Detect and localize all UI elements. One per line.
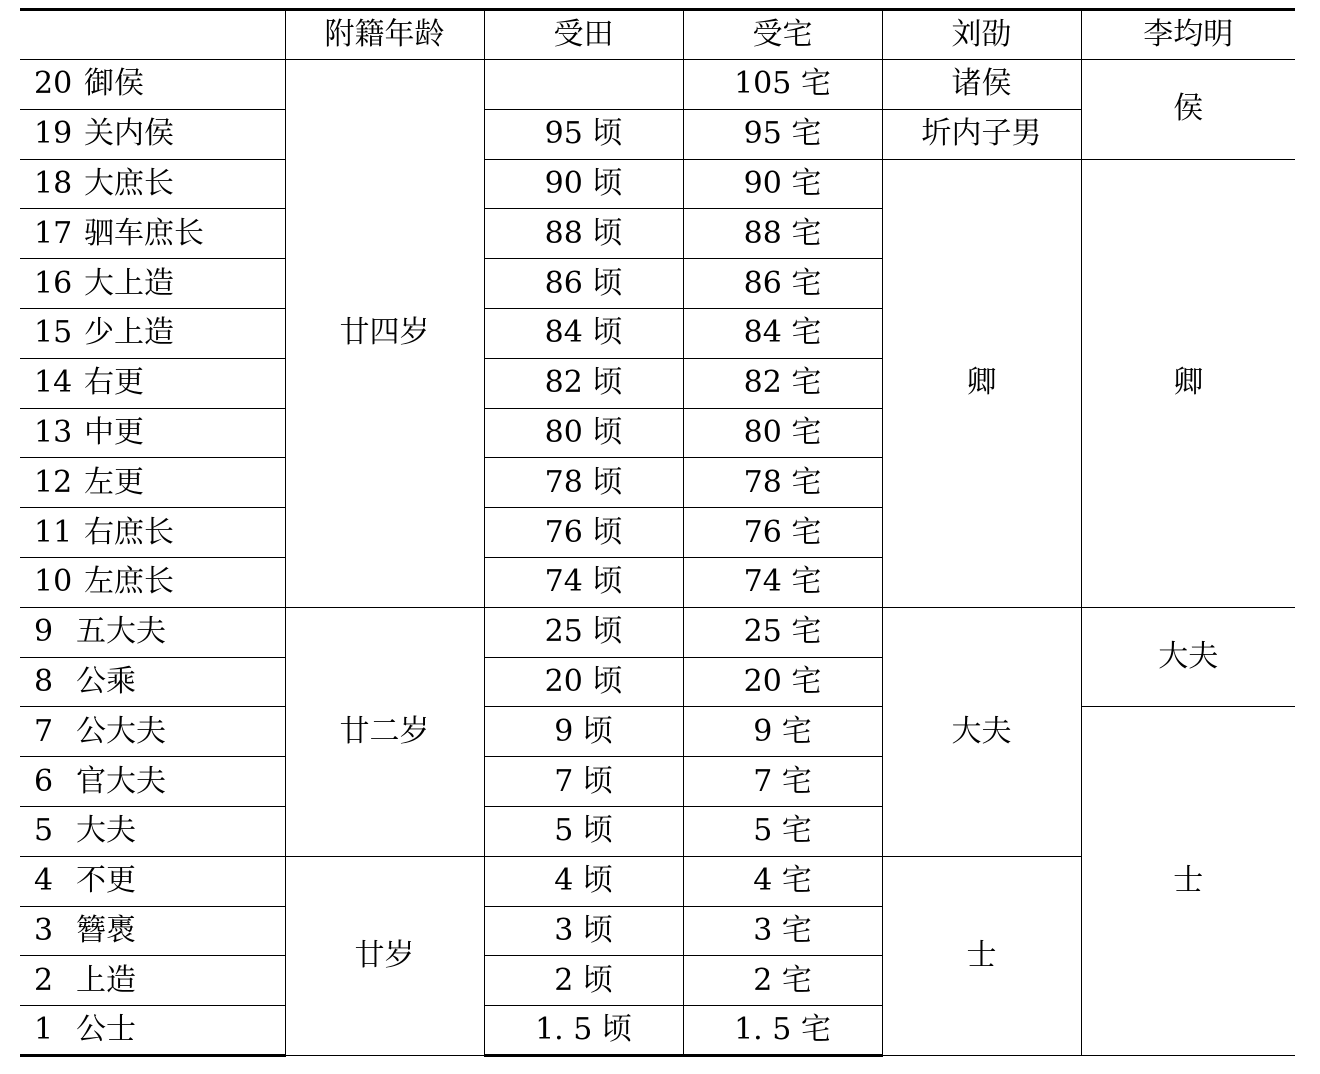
rank-name: 右更 — [84, 365, 144, 401]
li-junming-cell: 士 — [1081, 707, 1295, 1056]
field-cell: 90 顷 — [484, 159, 683, 209]
field-cell: 25 顷 — [484, 607, 683, 657]
rank-number: 1 — [34, 1012, 54, 1048]
field-cell: 76 顷 — [484, 508, 683, 558]
rank-number: 3 — [34, 912, 54, 948]
table-row — [20, 607, 1295, 657]
age-cell: 廿二岁 — [285, 607, 484, 856]
rank-cell — [20, 308, 285, 358]
rank-cell — [20, 508, 285, 558]
header-age: 附籍年龄 — [285, 10, 484, 60]
rank-table — [20, 8, 1295, 1057]
field-cell: 1. 5 顷 — [484, 1006, 683, 1056]
rank-name: 左庶长 — [84, 564, 174, 600]
rank-cell — [20, 159, 285, 209]
rank-number: 2 — [34, 962, 54, 998]
liu-shao-cell: 大夫 — [882, 607, 1081, 856]
rank-cell — [20, 757, 285, 807]
house-cell: 95 宅 — [683, 109, 882, 159]
house-cell: 90 宅 — [683, 159, 882, 209]
header-row — [20, 10, 1295, 60]
rank-cell — [20, 109, 285, 159]
table-row — [20, 60, 1295, 110]
rank-name: 公大夫 — [76, 713, 166, 749]
house-cell: 74 宅 — [683, 557, 882, 607]
house-cell: 78 宅 — [683, 458, 882, 508]
field-cell: 78 顷 — [484, 458, 683, 508]
rank-cell — [20, 458, 285, 508]
rank-cell — [20, 60, 285, 110]
rank-cell — [20, 259, 285, 309]
rank-number: 6 — [34, 763, 54, 799]
table-row — [20, 159, 1295, 209]
rank-cell — [20, 856, 285, 906]
field-cell — [484, 60, 683, 110]
header-rank — [20, 10, 285, 60]
rank-cell — [20, 408, 285, 458]
rank-cell — [20, 956, 285, 1006]
li-junming-cell: 卿 — [1081, 159, 1295, 607]
header-field: 受田 — [484, 10, 683, 60]
li-junming-cell: 侯 — [1081, 60, 1295, 160]
rank-name: 关内侯 — [84, 116, 174, 152]
rank-name: 公乘 — [76, 663, 136, 699]
rank-number: 12 — [34, 464, 73, 500]
rank-number: 19 — [34, 116, 73, 152]
liu-shao-cell: 诸侯 — [882, 60, 1081, 110]
rank-cell — [20, 358, 285, 408]
rank-cell — [20, 657, 285, 707]
rank-name: 驷车庶长 — [84, 215, 204, 251]
field-cell: 80 顷 — [484, 408, 683, 458]
rank-name: 公士 — [76, 1012, 136, 1048]
rank-name: 大庶长 — [84, 165, 174, 201]
header-house: 受宅 — [683, 10, 882, 60]
rank-number: 16 — [34, 265, 73, 301]
field-cell: 84 顷 — [484, 308, 683, 358]
rank-number: 20 — [34, 66, 73, 102]
table-row — [20, 707, 1295, 757]
li-junming-cell: 大夫 — [1081, 607, 1295, 707]
rank-name: 不更 — [76, 863, 136, 899]
rank-name: 右庶长 — [84, 514, 174, 550]
house-cell: 1. 5 宅 — [683, 1006, 882, 1056]
header-li-junming: 李均明 — [1081, 10, 1295, 60]
rank-cell — [20, 607, 285, 657]
rank-number: 8 — [34, 663, 54, 699]
house-cell: 25 宅 — [683, 607, 882, 657]
rank-name: 上造 — [76, 962, 136, 998]
rank-name: 中更 — [84, 414, 144, 450]
field-cell: 4 顷 — [484, 856, 683, 906]
rank-name: 簪褭 — [76, 912, 136, 948]
liu-shao-cell: 圻内子男 — [882, 109, 1081, 159]
house-cell: 2 宅 — [683, 956, 882, 1006]
rank-name: 大上造 — [84, 265, 174, 301]
rank-number: 11 — [34, 514, 73, 550]
rank-name: 五大夫 — [76, 614, 166, 650]
house-cell: 20 宅 — [683, 657, 882, 707]
house-cell: 86 宅 — [683, 259, 882, 309]
rank-number: 14 — [34, 365, 73, 401]
rank-cell — [20, 906, 285, 956]
house-cell: 7 宅 — [683, 757, 882, 807]
rank-name: 官大夫 — [76, 763, 166, 799]
age-cell: 廿岁 — [285, 856, 484, 1055]
house-cell: 84 宅 — [683, 308, 882, 358]
field-cell: 86 顷 — [484, 259, 683, 309]
house-cell: 105 宅 — [683, 60, 882, 110]
rank-number: 15 — [34, 315, 73, 351]
rank-number: 18 — [34, 165, 73, 201]
field-cell: 3 顷 — [484, 906, 683, 956]
rank-cell — [20, 707, 285, 757]
field-cell: 20 顷 — [484, 657, 683, 707]
field-cell: 7 顷 — [484, 757, 683, 807]
rank-name: 少上造 — [84, 315, 174, 351]
rank-number: 5 — [34, 813, 54, 849]
rank-name: 左更 — [84, 464, 144, 500]
rank-number: 4 — [34, 863, 54, 899]
field-cell: 2 顷 — [484, 956, 683, 1006]
rank-cell — [20, 806, 285, 856]
rank-cell — [20, 1006, 285, 1056]
house-cell: 5 宅 — [683, 806, 882, 856]
field-cell: 5 顷 — [484, 806, 683, 856]
rank-number: 17 — [34, 215, 73, 251]
field-cell: 95 顷 — [484, 109, 683, 159]
house-cell: 80 宅 — [683, 408, 882, 458]
house-cell: 82 宅 — [683, 358, 882, 408]
field-cell: 74 顷 — [484, 557, 683, 607]
rank-number: 9 — [34, 614, 54, 650]
field-cell: 82 顷 — [484, 358, 683, 408]
age-cell: 廿四岁 — [285, 60, 484, 608]
liu-shao-cell: 卿 — [882, 159, 1081, 607]
rank-cell — [20, 557, 285, 607]
house-cell: 76 宅 — [683, 508, 882, 558]
house-cell: 88 宅 — [683, 209, 882, 259]
house-cell: 3 宅 — [683, 906, 882, 956]
rank-cell — [20, 209, 285, 259]
rank-name: 大夫 — [76, 813, 136, 849]
rank-number: 13 — [34, 414, 73, 450]
header-liu-shao: 刘劭 — [882, 10, 1081, 60]
liu-shao-cell: 士 — [882, 856, 1081, 1055]
house-cell: 9 宅 — [683, 707, 882, 757]
field-cell: 9 顷 — [484, 707, 683, 757]
field-cell: 88 顷 — [484, 209, 683, 259]
house-cell: 4 宅 — [683, 856, 882, 906]
rank-number: 7 — [34, 713, 54, 749]
rank-number: 10 — [34, 564, 73, 600]
rank-name: 御侯 — [84, 66, 144, 102]
